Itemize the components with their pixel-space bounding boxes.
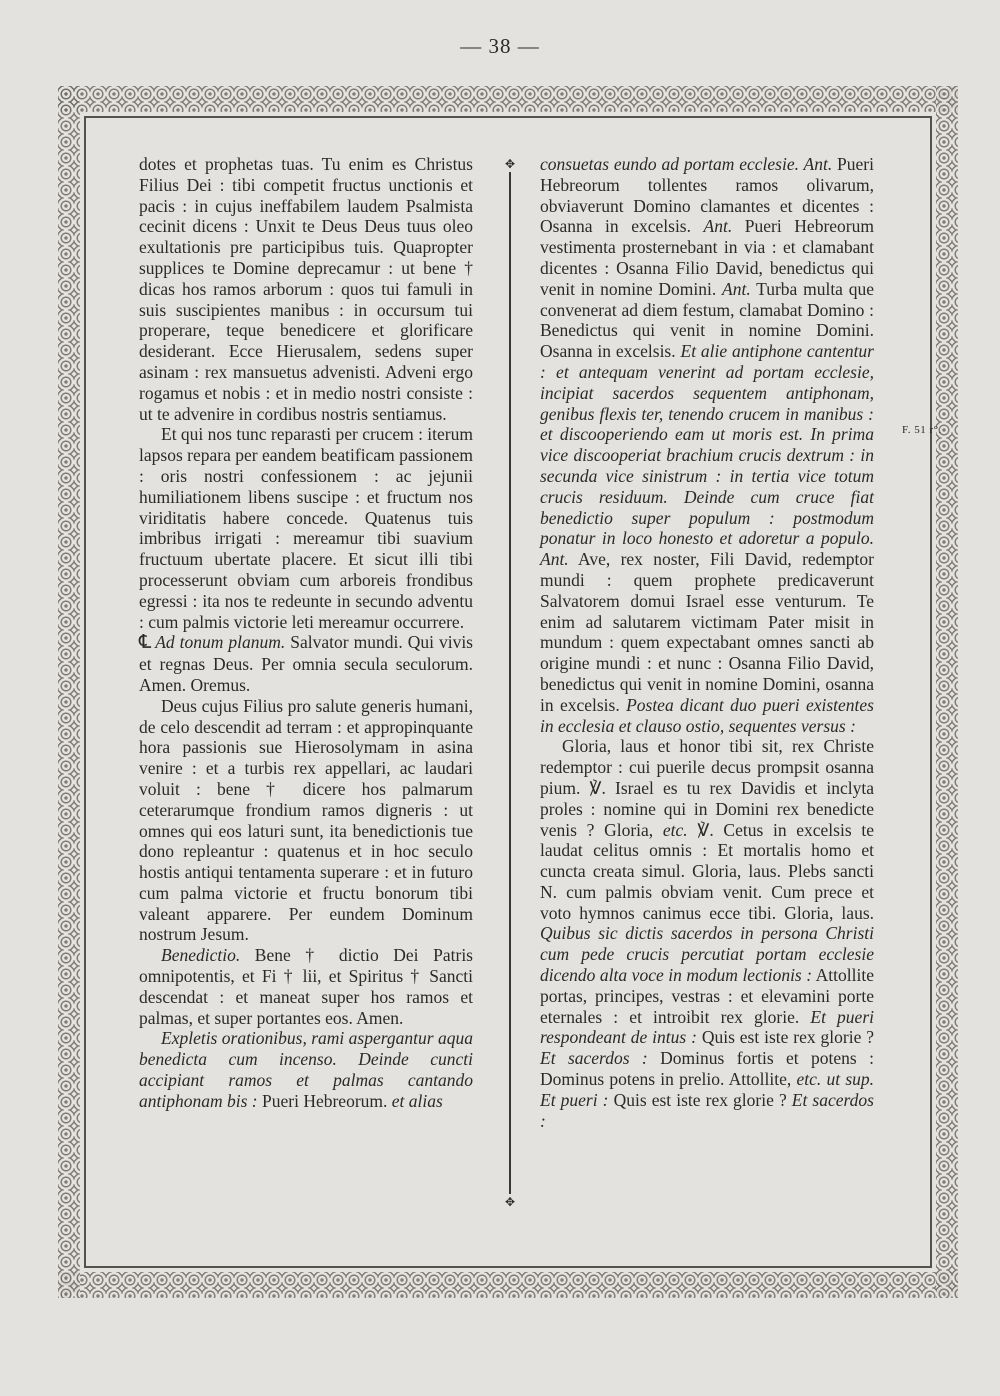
divider-ornament-top-icon: ✥ — [504, 157, 516, 171]
divider-ornament-bottom-icon: ✥ — [504, 1195, 516, 1209]
body-text: dotes et prophetas tuas. Tu enim es Christus Filius Dei : tibi competit fructus unctionis et pacis : in cujus ineffabilem laudem Psalmista cecinit dicens : Unxit te Deus Deus tuus oleo exultationis pre participibus tuis. Quapropter supplices te Domine deprecamur : ut bene † dicas hos ramos arborum : quos tui famuli in suis suscipientes manibus : in occursum tui properare, teque benedicere et glorificare desiderant. Ecce Hierusalem, sedens super asinam : rex mansuetus advenisti. Adveni ergo rogamus et nobis : et in medio nostri consiste : ut te advenire in cordibus nostris sentiamus. — [139, 154, 473, 424]
rubric-text: Ant. — [703, 216, 733, 237]
body-text: Et qui nos tunc reparasti per crucem : iterum lapsos repara per eandem beatificam passionem : oris nostri confessionem : ac jejunii humiliationem libens suscipe : et fructum nos viriditatis habere concede. Quatenus tuis imbribus irrigati : mereamur tibi suavium fructuum ubertate placere. Et sicut illi tibi processerunt obviam cum arboreis frondibus egressi : ita nos te redeunte in secundo adventu : cum palmis victorie leti mereamur occurrere. — [139, 424, 473, 632]
rubric-text: Et sacerdos : — [540, 1089, 874, 1131]
right-text-column — [540, 154, 874, 1131]
margin-folio-note: F. 51 r°. — [902, 424, 942, 436]
paragraph — [139, 154, 473, 424]
paragraph — [139, 1028, 473, 1111]
ornament-border-left — [58, 86, 80, 1298]
paragraph — [139, 945, 473, 1028]
left-text-column — [139, 154, 473, 1112]
rubric-text: Et alie antiphone cantentur : et antequam venerint ad portam ecclesie, incipiat sacerdos sequentem antiphonam, genibus flexis ter, tenendo crucem in manibus : et discooperiendo eam ut moris est. In prima vice discooperiat brachium crucis dextrum : in secunda vice sinistrum : in tertia vice totum crucis residuum. Deinde cum cruce fiat benedictio super populum : postmodum ponatur in loco honesto et adoretur a populo. Ant. — [540, 341, 874, 570]
body-text: Bene † dictio Dei Patris omnipotentis, et Fi † lii, et Spiritus † Sancti descendat : et maneat super hos ramos et palmas, et super portantes eos. Amen. — [139, 945, 473, 1028]
ornament-border-bottom — [58, 1272, 958, 1298]
paragraph — [139, 696, 473, 946]
body-text: Pueri Hebreorum vestimenta prosternebant in via : et clamabant dicentes : Osanna Filio David, benedictus qui venit in nomine Domini. — [540, 216, 874, 299]
ornament-border-top — [58, 86, 958, 112]
page-number: — 38 — — [460, 34, 540, 58]
rubric-text: etc. — [662, 819, 688, 840]
body-text: Salvator mundi. Qui vivis et regnas Deus. Per omnia secula seculorum. Amen. Oremus. — [139, 632, 473, 695]
rubric-text: Ant. — [722, 278, 751, 299]
body-text: Ave, rex noster, Fili David, redemptor mundi : quem prophete predicaverunt Salvatorem domui Israel esse venturum. Te enim ad salutarem victimam Pater misit in mundum : quem expectabant omnes sancti ab origine mundi : et nunc : Osanna Filio David, benedictus qui venit in nomine Domini, osanna in excelsis. — [540, 549, 874, 715]
rubric-text: Ad tonum planum. — [155, 632, 286, 653]
body-text: Pueri Hebreorum tollentes ramos olivarum, obviaverunt Domino clamantes et dicentes : Osanna in excelsis. — [540, 154, 874, 237]
body-text: ℣. Cetus in excelsis te laudat celitus omnis : Et mortalis homo et cuncta creata simul. Gloria, laus. Plebs sancti N. cum palmis obviam venit. Cum prece et voto hymnos canimus ecce tibi. Gloria, laus. — [540, 819, 874, 923]
body-text: Deus cujus Filius pro salute generis humani, de celo descendit ad terram : et appropinquante hora passionis sue Hierosolymam in asina venire : et a turbis rex appellari, ac laudari voluit : bene † dicere hos palmarum ceterarumque frondium ramos digneris : ut omnes qui eos laturi sunt, ita benedictionis tue dono repleantur : quatenus et in hoc seculo hostis antiqui tentamenta superare : et in futuro cum palma victorie et fructu bonorum tibi valeant apparere. Per eundem Dominum nostrum Jesum. — [139, 695, 473, 945]
paragraph — [540, 736, 874, 1131]
rubric-text: Et sacerdos : — [540, 1048, 648, 1069]
body-text: Turba multa que convenerat ad diem festum, clamabat Domino : Benedictus qui venit in nomine Domini. Osanna in excelsis. — [540, 278, 874, 362]
body-text: Pueri Hebreorum. — [257, 1090, 392, 1111]
body-text: Dominus fortis et potens : Dominus potens in prelio. Attollite, — [540, 1048, 874, 1090]
pilcrow-icon: ℄ — [139, 632, 152, 654]
rubric-text: et alias — [391, 1090, 443, 1111]
rubric-text: Benedictio. — [161, 945, 241, 966]
body-text: Quis est iste rex glorie ? — [696, 1027, 874, 1048]
paragraph — [540, 154, 874, 736]
rubric-text: Quibus sic dictis sacerdos in persona Christi cum pede crucis percutiat portam ecclesie dicendo alta voce in modum lectionis : — [540, 923, 874, 986]
rubric-text: consuetas eundo ad portam ecclesie. Ant. — [540, 154, 833, 174]
column-divider — [504, 157, 516, 1209]
divider-double-rule — [509, 172, 511, 1194]
rubric-text: Postea dicant duo pueri existentes in ecclesia et clauso ostio, sequentes versus : — [540, 694, 874, 736]
rubric-text: etc. ut sup. Et pueri : — [540, 1069, 875, 1110]
body-text: Attollite portas, principes, vestras : et elevamini porte eternales : et introibit rex glorie. — [540, 965, 874, 1027]
body-text: Gloria, laus et honor tibi sit, rex Christe redemptor : cui puerile decus prompsit osanna pium. ℣. Israel es tu rex Davidis et inclyta proles : nomine qui in Domini rex benedicte venis ? Gloria, — [540, 736, 874, 840]
rubric-text: Expletis orationibus, rami aspergantur aqua benedicta cum incenso. Deinde cuncti accipiant ramos et palmas cantando antiphonam bis : — [139, 1028, 473, 1111]
body-text: Quis est iste rex glorie ? — [608, 1089, 792, 1110]
rubric-text: Et pueri respondeant de intus : — [540, 1006, 874, 1048]
ornament-border-right — [936, 86, 958, 1298]
paragraph — [139, 424, 473, 632]
paragraph — [139, 632, 473, 695]
